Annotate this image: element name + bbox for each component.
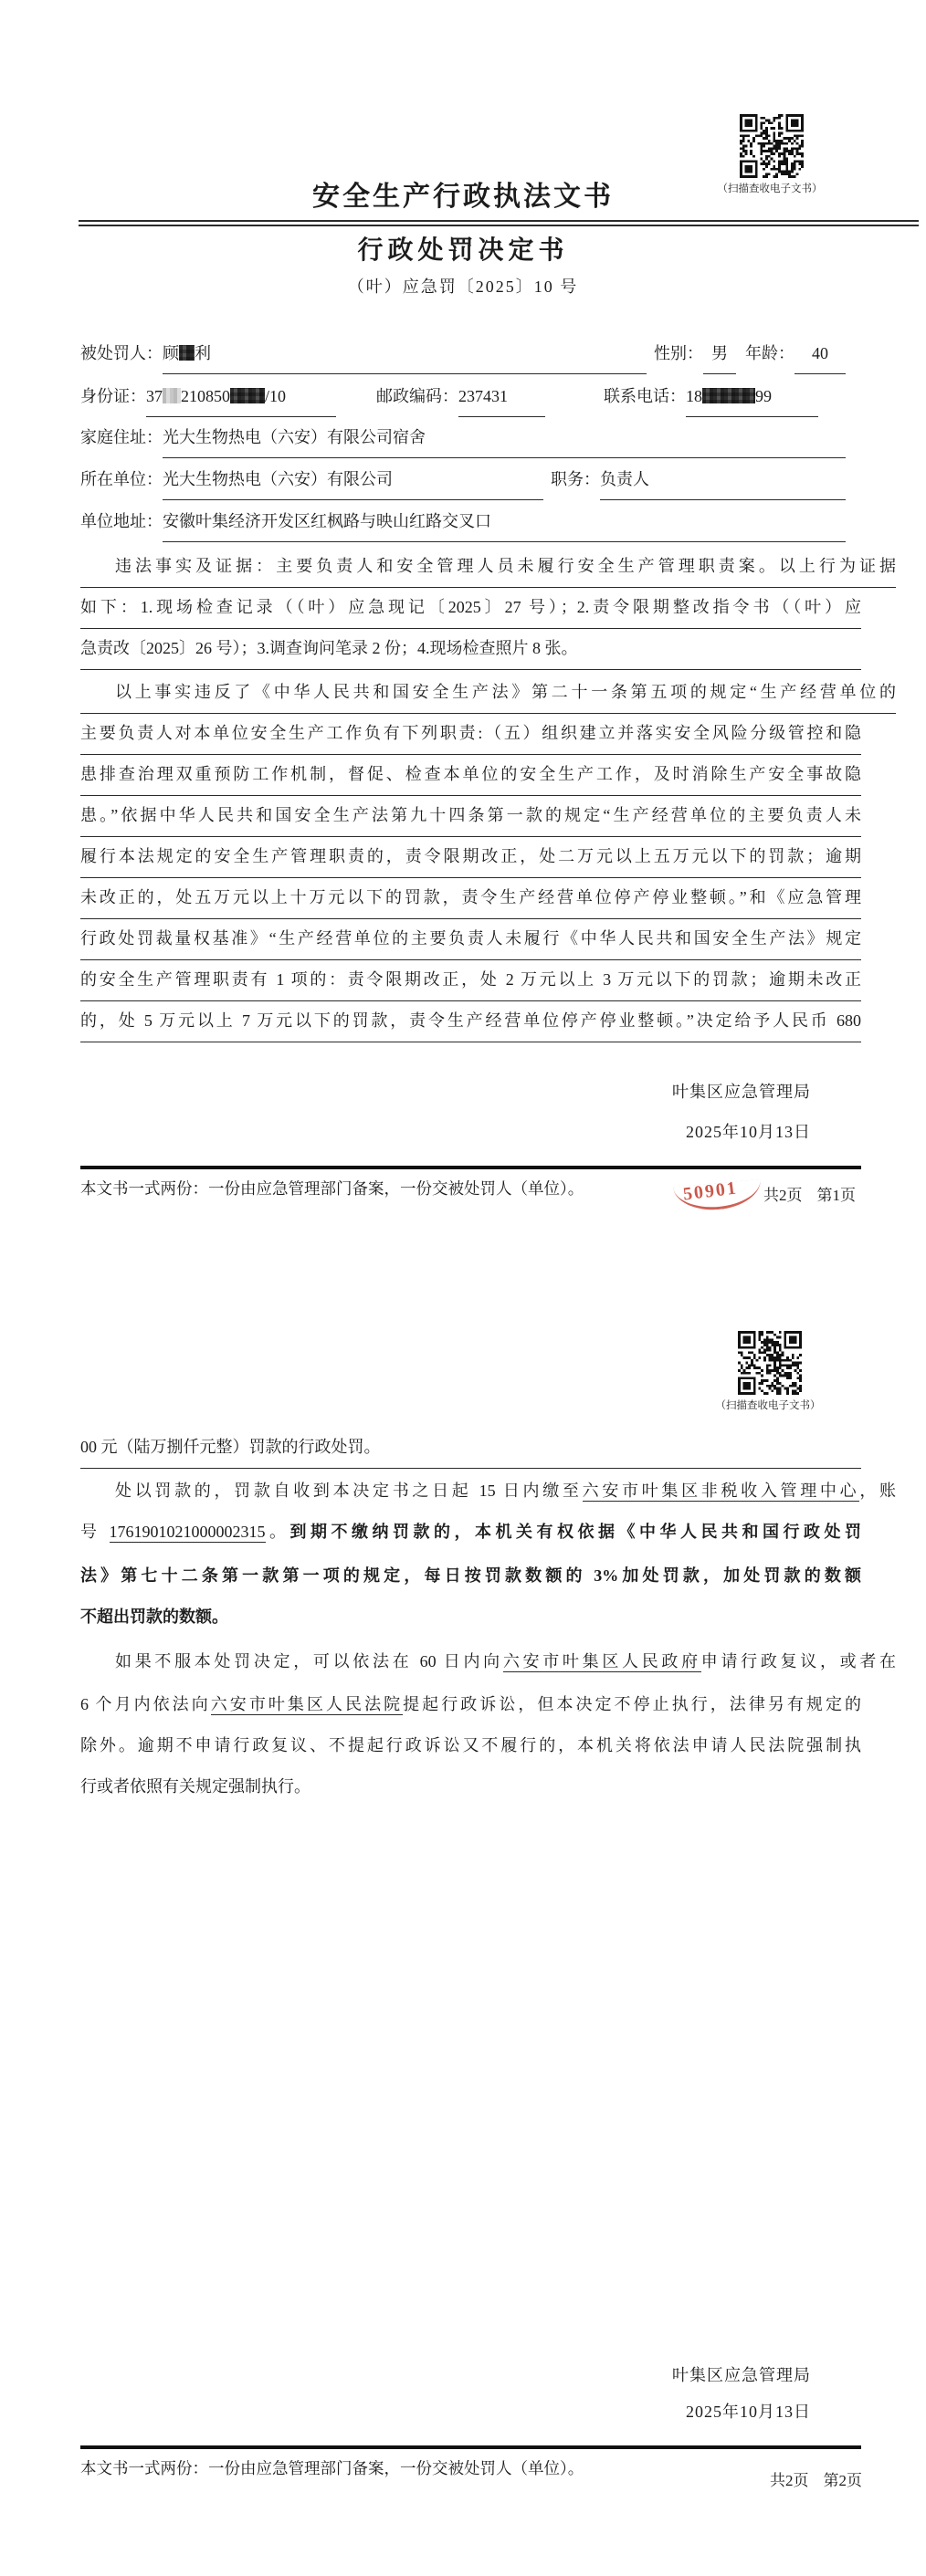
postal-value: 237431 xyxy=(458,376,545,417)
sex-label: 性别： xyxy=(654,344,703,362)
postal-label: 邮政编码： xyxy=(376,387,458,405)
body-line: 患。”依据中华人民共和国安全生产法第九十四条第一款的规定“生产经营单位的主要负责人未 xyxy=(80,795,861,837)
field-row-home xyxy=(80,417,846,458)
agency-signature: 叶集区应急管理局 xyxy=(672,2366,811,2384)
body-line: 的，处 5 万元以上 7 万元以下的罚款，责令生产经营单位停产停业整顿。”决定给予人民币 680 xyxy=(80,1000,861,1042)
age-value: 40 xyxy=(794,333,846,374)
qr-code-icon xyxy=(738,1331,802,1395)
page-number: 第1页 xyxy=(816,1187,856,1204)
page-number: 第2页 xyxy=(823,2472,862,2489)
field-row-id xyxy=(80,376,846,417)
payment-line: 号 1761901021000002315。到期不缴纳罚款的，本机关有权依据《中华人民共和国行政处罚 xyxy=(80,1523,861,1541)
decision-date: 2025年10月13日 xyxy=(686,1123,811,1141)
home-address-value: 光大生物热电（六安）有限公司宿舍 xyxy=(163,417,846,458)
duty-label: 职务： xyxy=(551,470,600,488)
agency-signature: 叶集区应急管理局 xyxy=(672,1083,811,1101)
page-title: 安全生产行政执法文书 xyxy=(312,182,614,212)
payment-line: 法》第七十二条第一款第一项的规定，每日按罚款数额的 3%加处罚款，加处罚款的数额 xyxy=(80,1566,861,1585)
body-line: 未改正的，处五万元以上十万元以下的罚款，责令生产经营单位停产停业整顿。”和《应急管理 xyxy=(80,877,861,919)
payment-line: 处以罚款的，罚款自收到本决定书之日起 15 日内缴至六安市叶集区非税收入管理中心，账 xyxy=(115,1482,896,1500)
qr-caption: （扫描查收电子文书） xyxy=(717,183,823,194)
account-number: 1761901021000002315 xyxy=(109,1523,266,1541)
footer-note: 本文书一式两份：一份由应急管理部门备案，一份交被处罚人（单位）。 xyxy=(80,2459,584,2477)
body-line: 患排查治理双重预防工作机制，督促、检查本单位的安全生产工作，及时消除生产安全事故隐 xyxy=(80,754,861,796)
page-indicator xyxy=(770,2470,862,2492)
id-value: 37 210850 /10 xyxy=(146,376,336,417)
phone-value: 18 99 xyxy=(686,376,818,417)
footer-divider xyxy=(80,2445,861,2449)
sex-value: 男 xyxy=(703,333,736,374)
footer-note: 本文书一式两份：一份由应急管理部门备案，一份交被处罚人（单位）。 xyxy=(80,1179,584,1198)
punished-person-label: 被处罚人： xyxy=(80,344,163,362)
qr-code-icon xyxy=(740,114,804,178)
redaction-block xyxy=(163,388,181,403)
redaction-block xyxy=(230,388,265,403)
doc-subtitle: 行政处罚决定书 xyxy=(357,236,569,265)
appeal-line: 行或者依照有关规定强制执行。 xyxy=(80,1777,310,1796)
pages-total: 共2页 xyxy=(770,2472,809,2489)
body-line: 的安全生产管理职责有 1 项的：责令限期改正，处 2 万元以上 3 万元以下的罚款；逾期未改正 xyxy=(80,959,861,1001)
appeal-line: 6 个月内依法向六安市叶集区人民法院提起行政诉讼，但本决定不停止执行，法律另有规定的 xyxy=(80,1695,861,1713)
decision-date: 2025年10月13日 xyxy=(686,2403,811,2421)
body-line: 主要负责人对本单位安全生产工作负有下列职责:（五）组织建立并落实安全风险分级管控和隐 xyxy=(80,713,861,755)
body-line: 如下：1.现场检查记录（（叶）应急现记〔2025〕27 号）；2.责令限期整改指令书（（叶）应 xyxy=(80,587,861,629)
qr-caption: （扫描查收电子文书） xyxy=(715,1400,821,1411)
redaction-block xyxy=(702,388,755,403)
field-row-unit-address xyxy=(80,501,846,542)
body-line: 行政处罚裁量权基准》“生产经营单位的主要负责人未履行《中华人民共和国安全生产法》规定 xyxy=(80,918,861,960)
duty-value: 负责人 xyxy=(600,459,846,500)
footer-divider xyxy=(80,1166,861,1169)
employer-value: 光大生物热电（六安）有限公司 xyxy=(163,459,543,500)
payment-line: 不超出罚款的数额。 xyxy=(80,1607,228,1626)
review-authority: 六安市叶集区人民政府 xyxy=(502,1652,701,1670)
home-address-label: 家庭住址： xyxy=(80,428,163,446)
payee-name: 六安市叶集区非税收入管理中心 xyxy=(582,1482,860,1500)
body-line: 急责改〔2025〕26 号）；3.调查询问笔录 2 份；4.现场检查照片 8 张。 xyxy=(80,628,861,670)
body-line: 以上事实违反了《中华人民共和国安全生产法》第二十一条第五项的规定“生产经营单位的 xyxy=(80,672,896,714)
field-row-person xyxy=(80,333,846,374)
appeal-line: 如果不服本处罚决定，可以依法在 60 日内向六安市叶集区人民政府申请行政复议，或者在 xyxy=(115,1652,896,1670)
appeal-line: 除外。逾期不申请行政复议、不提起行政诉讼又不履行的，本机关将依法申请人民法院强制执 xyxy=(80,1736,861,1754)
carryover-line: 00 元（陆万捌仟元整）罚款的行政处罚。 xyxy=(80,1427,861,1469)
unit-address-value: 安徽叶集经济开发区红枫路与映山红路交叉口 xyxy=(163,501,846,542)
page-indicator xyxy=(763,1185,856,1207)
header-divider xyxy=(79,220,919,226)
unit-address-label: 单位地址： xyxy=(80,512,163,530)
age-label: 年龄： xyxy=(745,344,794,362)
court-name: 六安市叶集区人民法院 xyxy=(210,1695,404,1713)
redaction-block xyxy=(179,345,195,361)
body-line: 违法事实及证据：主要负责人和安全管理人员未履行安全生产管理职责案。以上行为证据 xyxy=(80,546,896,588)
doc-number: （叶）应急罚〔2025〕10 号 xyxy=(347,277,579,296)
employer-label: 所在单位： xyxy=(80,470,163,488)
id-label: 身份证： xyxy=(80,387,146,405)
field-row-employer xyxy=(80,459,846,500)
body-line: 履行本法规定的安全生产管理职责的，责令限期改正，处二万元以上五万元以下的罚款；逾期 xyxy=(80,836,861,878)
punished-person-value: 顾 利 xyxy=(163,333,647,374)
pages-total: 共2页 xyxy=(763,1187,803,1204)
red-stamp-number: 50901 xyxy=(681,1178,740,1205)
phone-label: 联系电话： xyxy=(604,387,686,405)
